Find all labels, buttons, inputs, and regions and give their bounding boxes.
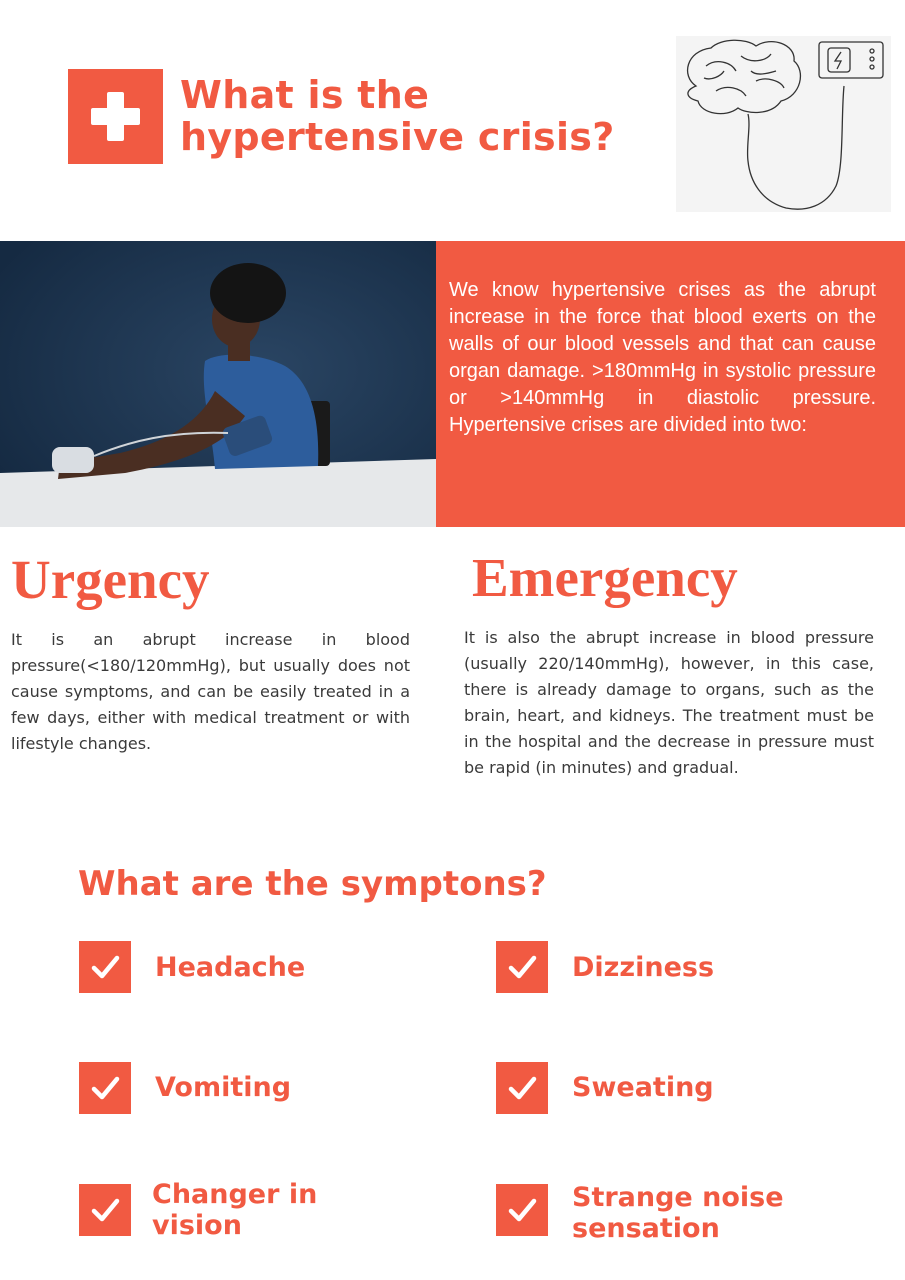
symptom-line: sensation <box>572 1213 720 1244</box>
check-icon <box>79 1184 131 1236</box>
page-title <box>180 74 680 158</box>
symptom-line: Dizziness <box>572 952 715 983</box>
check-icon <box>79 1062 131 1114</box>
symptom-line: Vomiting <box>155 1072 292 1103</box>
symptom-label-dizziness <box>572 952 714 983</box>
symptom-label-vomiting <box>155 1072 291 1103</box>
intro-text: We know hypertensive crises as the abrupt increase in the force that blood exerts on the walls of our blood vessels and that can cause organ damage. >180mmHg in systolic pressure or >140mmHg in diastolic pressure. Hypertensive crises are divided into two: <box>449 279 876 436</box>
symptom-label-noise <box>572 1182 784 1244</box>
symptom-line: Headache <box>155 952 306 983</box>
symptom-label-headache <box>155 952 305 983</box>
symptom-line: vision <box>152 1210 242 1241</box>
check-icon <box>496 941 548 993</box>
symptom-label-sweating <box>572 1072 714 1103</box>
symptoms-title: What are the symptons? <box>78 864 547 904</box>
emergency-text: It is also the abrupt increase in blood pressure (usually 220/140mmHg), however, in this case, there is already damage to organs, such as the brain, heart, and kidneys. The treatment must be in the hospital and the decrease in pressure must be rapid (in minutes) and gradual. <box>464 628 874 777</box>
brain-monitor-illustration <box>676 36 891 212</box>
plus-cross-icon <box>68 69 163 164</box>
check-icon <box>496 1184 548 1236</box>
symptom-line: Changer in <box>152 1179 318 1210</box>
nurse-blood-pressure-photo <box>0 241 436 527</box>
symptom-line: Sweating <box>572 1072 714 1103</box>
urgency-text: It is an abrupt increase in blood pressure(<180/120mmHg), but usually does not cause symptoms, and can be easily treated in a few days, either with medical treatment or with lifestyle changes. <box>11 630 410 753</box>
symptom-line: Strange noise <box>572 1182 784 1213</box>
title-line-2: hypertensive crisis? <box>180 115 615 159</box>
check-icon <box>496 1062 548 1114</box>
check-icon <box>79 941 131 993</box>
symptom-label-vision <box>152 1179 317 1241</box>
title-line-1: What is the <box>180 73 430 117</box>
emergency-title: Emergency <box>472 547 738 608</box>
urgency-title: Urgency <box>11 549 210 610</box>
